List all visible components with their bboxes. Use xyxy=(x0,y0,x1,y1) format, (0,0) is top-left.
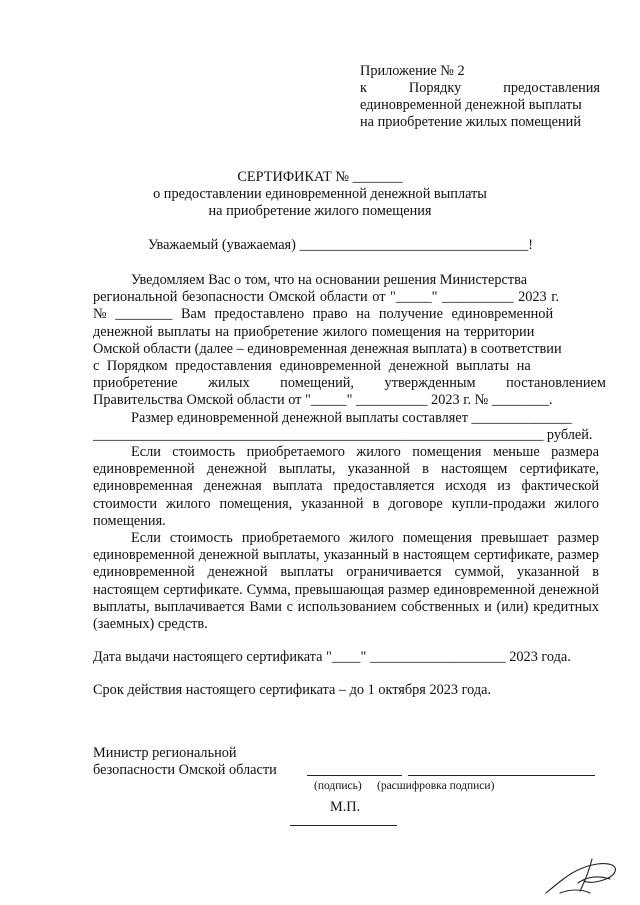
para2-line1: Размер единовременной денежной выплаты составляет ______________ xyxy=(131,409,572,426)
appendix-word-k: к xyxy=(360,80,367,96)
bottom-separator-line xyxy=(290,825,397,826)
appendix-number: Приложение № 2 xyxy=(360,63,465,79)
appendix-word-provision: предоставления xyxy=(503,80,600,96)
para1-line4: денежной выплаты на приобретение жилого помещения на территории xyxy=(93,323,535,340)
para1-line7: приобретение жилых помещений, утвержденным постановлением xyxy=(93,375,606,392)
certificate-subtitle-1: о предоставлении единовременной денежной выплаты xyxy=(153,186,487,202)
signature-decoding-label: (расшифровка подписи) xyxy=(377,780,495,792)
para2-line2: _______________________________________________________________ рублей. xyxy=(93,426,593,443)
certificate-title: СЕРТИФИКАТ № _______ xyxy=(237,169,403,185)
para1-line1 xyxy=(93,272,599,289)
para3: Если стоимость приобретаемого жилого помещения меньше размера единовременной денежной выплаты, указанной в настоящем сертификате, единовременная денежная выплата предоставляется исходя из фактической стоимости жилого помещения, указанной в договоре купли-продажи жилого помещения. xyxy=(93,444,599,529)
handwritten-initials xyxy=(540,853,622,899)
certificate-subtitle-2: на приобретение жилого помещения xyxy=(208,203,432,219)
stamp-place: М.П. xyxy=(330,799,361,815)
appendix-line4: на приобретение жилых помещений xyxy=(360,114,581,130)
para1-line6: с Порядком предоставления единовременной денежной выплаты на xyxy=(93,358,531,375)
appendix-order-line xyxy=(360,80,600,97)
para1-line3: № ________ Вам предоставлено право на получение единовременной xyxy=(93,306,554,323)
signature-label: (подпись) xyxy=(314,780,362,792)
signer-position-line1: Министр региональной xyxy=(93,745,237,761)
para4: Если стоимость приобретаемого жилого помещения превышает размер единовременной денежной выплаты, указанный в настоящем сертификате, размер единовременной денежной выплаты ограничивается суммой, указанной в настоящем сертификате. Сумма, превышающая размер единовременной денежной выплаты, выплачивается Вами с использованием собственных и (или) кредитных (заемных) средств. xyxy=(93,530,599,633)
signer-position-line2: безопасности Омской области xyxy=(93,762,277,778)
appendix-header xyxy=(360,63,600,131)
greeting-line: Уважаемый (уважаемая) ________________________________! xyxy=(148,237,533,253)
validity-line: Срок действия настоящего сертификата – до 1 октября 2023 года. xyxy=(93,682,492,699)
appendix-line3: единовременной денежной выплаты xyxy=(360,97,582,113)
para1-line8: Правительства Омской области от "_____" __________ 2023 г. № ________. xyxy=(93,392,553,409)
para1-line5: Омской области (далее – единовременная денежная выплата) в соответствии xyxy=(93,340,562,357)
certificate-body xyxy=(93,272,606,700)
signature-decoding-line xyxy=(408,775,595,776)
signature-line xyxy=(307,775,402,776)
issue-date-line: Дата выдачи настоящего сертификата "____" ___________________ 2023 года. xyxy=(93,649,571,666)
appendix-word-order: Порядку xyxy=(408,80,462,96)
para1-line2: региональной безопасности Омской области от "_____" __________ 2023 г. xyxy=(93,289,560,306)
para1-line1-text: Уведомляем Вас о том, что на основании решения Министерства xyxy=(131,272,528,288)
